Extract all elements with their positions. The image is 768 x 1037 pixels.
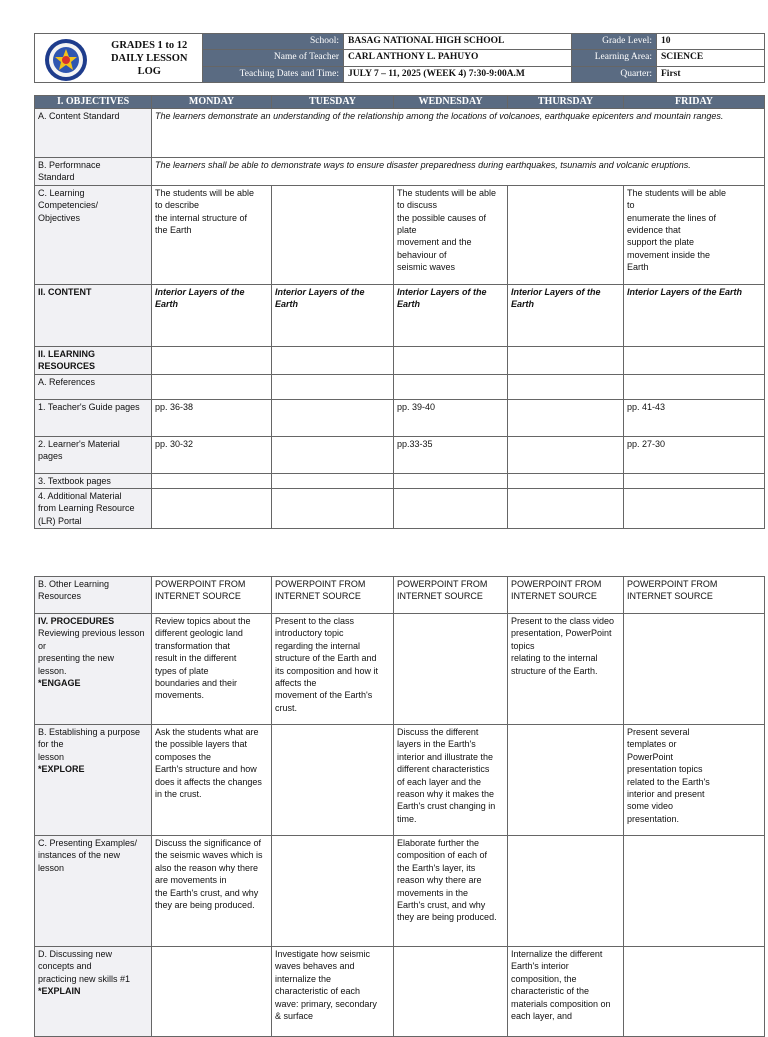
dates-label: Teaching Dates and Time:: [203, 66, 344, 82]
procedure-c-label: C. Presenting Examples/ instances of the new lesson: [35, 836, 152, 947]
procedure-c-wednesday: Elaborate further the composition of each of the Earth's layer, its reason why there are movements in the Earth's crust, and why they are being produced.: [394, 836, 508, 947]
procedures-title: IV. PROCEDURES: [38, 616, 115, 626]
textbook-label: 3. Textbook pages: [35, 473, 152, 488]
procedure-c-tuesday: [272, 836, 394, 947]
performance-standard-text: The learners shall be able to demonstrate ways to ensure disaster preparedness during earthquakes, tsunamis and volcanic eruptions.: [152, 158, 765, 186]
col-tuesday: TUESDAY: [272, 96, 394, 109]
procedure-c-monday: Discuss the significance of the seismic waves which is also the reason why there are movements in the Earth's crust, and why they are being produced.: [152, 836, 272, 947]
teachers-guide-label: 1. Teacher's Guide pages: [35, 399, 152, 436]
procedure-b-friday: Present several templates or PowerPoint presentation topics related to the Earth's interior and present some video presentation.: [624, 725, 765, 836]
other-wednesday: POWERPOINT FROM INTERNET SOURCE: [394, 577, 508, 614]
procedure-b-wednesday: Discuss the different layers in the Earth's interior and illustrate the different characteristics of each layer and the reason why it makes the Earth's crust changing in time.: [394, 725, 508, 836]
content-wednesday: Interior Layers of the Earth: [394, 284, 508, 346]
textbook-row: [35, 473, 765, 488]
procedure-d-tuesday: Investigate how seismic waves behaves and internalize the characteristic of each wave: primary, secondary & surface: [272, 947, 394, 1037]
log-title-line2: DAILY LESSON LOG: [110, 52, 188, 77]
tg-wednesday: pp. 39-40: [394, 399, 508, 436]
area-value: SCIENCE: [657, 50, 765, 66]
content-monday: Interior Layers of the Earth: [152, 284, 272, 346]
procedures-table: [34, 576, 765, 1037]
procedure-a-tuesday: Present to the class introductory topic regarding the internal structure of the Earth and its composition and how it affects the movement of the Earth's crust.: [272, 614, 394, 725]
explore-tag: *EXPLORE: [38, 764, 85, 775]
competency-tuesday: [272, 185, 394, 284]
procedure-d-text: D. Discussing new concepts and practicing new skills #1: [38, 949, 131, 984]
logo-cell: [35, 34, 97, 83]
col-thursday: THURSDAY: [508, 96, 624, 109]
procedure-c-thursday: [508, 836, 624, 947]
grade-value: 10: [657, 34, 765, 50]
objectives-table: [34, 95, 765, 529]
competency-thursday: [508, 185, 624, 284]
procedure-a-monday: Review topics about the different geologic land transformation that result in the different types of plate boundaries and their movements.: [152, 614, 272, 725]
grade-label: Grade Level:: [572, 34, 657, 50]
competency-wednesday: The students will be able to discuss the possible causes of plate movement and the behaviour of seismic waves: [394, 185, 508, 284]
content-standard-row: [35, 109, 765, 158]
lm-friday: pp. 27-30: [624, 436, 765, 473]
school-value: BASAG NATIONAL HIGH SCHOOL: [344, 34, 572, 50]
resources-label: II. LEARNING RESOURCES: [35, 346, 152, 374]
other-friday: POWERPOINT FROM INTERNET SOURCE: [624, 577, 765, 614]
other-tuesday: POWERPOINT FROM INTERNET SOURCE: [272, 577, 394, 614]
lm-wednesday: pp.33-35: [394, 436, 508, 473]
content-standard-text: The learners demonstrate an understanding of the relationship among the locations of volcanoes, earthquake epicenters and mountain ranges.: [152, 109, 765, 158]
procedure-b-monday: Ask the students what are the possible layers that composes the Earth's structure and how does it affects the changes in the crust.: [152, 725, 272, 836]
procedure-b-text: B. Establishing a purpose for the lesson: [38, 727, 141, 762]
competencies-label: C. Learning Competencies/ Objectives: [35, 185, 152, 284]
column-header-row: [35, 96, 765, 109]
other-thursday: POWERPOINT FROM INTERNET SOURCE: [508, 577, 624, 614]
tg-friday: pp. 41-43: [624, 399, 765, 436]
teacher-value: CARL ANTHONY L. PAHUYO: [344, 50, 572, 66]
learners-material-label: 2. Learner's Material pages: [35, 436, 152, 473]
procedure-d-label: [35, 947, 152, 1037]
procedure-d-row: [35, 947, 765, 1037]
col-objectives: I. OBJECTIVES: [35, 96, 152, 109]
col-friday: FRIDAY: [624, 96, 765, 109]
col-wednesday: WEDNESDAY: [394, 96, 508, 109]
deped-seal-icon: [44, 38, 88, 82]
resources-row: [35, 346, 765, 374]
performance-standard-label: B. Performnace Standard: [35, 158, 152, 186]
lm-thursday: [508, 436, 624, 473]
procedure-a-friday: [624, 614, 765, 725]
school-label: School:: [203, 34, 344, 50]
quarter-label: Quarter:: [572, 66, 657, 82]
procedure-d-monday: [152, 947, 272, 1037]
procedure-b-thursday: [508, 725, 624, 836]
tg-thursday: [508, 399, 624, 436]
col-monday: MONDAY: [152, 96, 272, 109]
procedure-c-friday: [624, 836, 765, 947]
engage-tag: *ENGAGE: [38, 678, 81, 689]
tg-monday: pp. 36-38: [152, 399, 272, 436]
other-resources-row: [35, 577, 765, 614]
content-thursday: Interior Layers of the Earth: [508, 284, 624, 346]
references-row: [35, 374, 765, 399]
competency-monday: The students will be able to describe the internal structure of the Earth: [152, 185, 272, 284]
procedure-b-tuesday: [272, 725, 394, 836]
log-title: [97, 34, 203, 83]
references-label: A. References: [35, 374, 152, 399]
additional-material-label: 4. Additional Material from Learning Resource (LR) Portal: [35, 489, 152, 529]
explain-tag: *EXPLAIN: [38, 986, 81, 997]
content-label: II. CONTENT: [35, 284, 152, 346]
competency-friday: The students will be able to enumerate the lines of evidence that support the plate movement inside the Earth: [624, 185, 765, 284]
procedure-a-label: [35, 614, 152, 725]
content-row: [35, 284, 765, 346]
procedure-a-wednesday: [394, 614, 508, 725]
procedure-d-wednesday: [394, 947, 508, 1037]
area-label: Learning Area:: [572, 50, 657, 66]
procedure-a-thursday: Present to the class video presentation, PowerPoint topics relating to the internal structure of the Earth.: [508, 614, 624, 725]
log-title-line1: GRADES 1 to 12: [111, 39, 188, 51]
header-table: [34, 33, 765, 83]
procedure-b-label: [35, 725, 152, 836]
procedure-c-row: [35, 836, 765, 947]
content-tuesday: Interior Layers of the Earth: [272, 284, 394, 346]
procedure-b-row: [35, 725, 765, 836]
performance-standard-row: [35, 158, 765, 186]
procedure-d-thursday: Internalize the different Earth's interior composition, the characteristic of the materials composition on each layer, and: [508, 947, 624, 1037]
procedure-d-friday: [624, 947, 765, 1037]
content-friday: Interior Layers of the Earth: [624, 284, 765, 346]
teacher-label: Name of Teacher: [203, 50, 344, 66]
teachers-guide-row: [35, 399, 765, 436]
additional-material-row: [35, 489, 765, 529]
procedure-a-text: Reviewing previous lesson or presenting the new lesson.: [38, 628, 145, 676]
lm-tuesday: [272, 436, 394, 473]
procedure-a-row: [35, 614, 765, 725]
learners-material-row: [35, 436, 765, 473]
lm-monday: pp. 30-32: [152, 436, 272, 473]
dates-value: JULY 7 – 11, 2025 (WEEK 4) 7:30-9:00A.M: [344, 66, 572, 82]
competencies-row: [35, 185, 765, 284]
other-monday: POWERPOINT FROM INTERNET SOURCE: [152, 577, 272, 614]
quarter-value: First: [657, 66, 765, 82]
tg-tuesday: [272, 399, 394, 436]
other-resources-label: B. Other Learning Resources: [35, 577, 152, 614]
content-standard-label: A. Content Standard: [35, 109, 152, 158]
